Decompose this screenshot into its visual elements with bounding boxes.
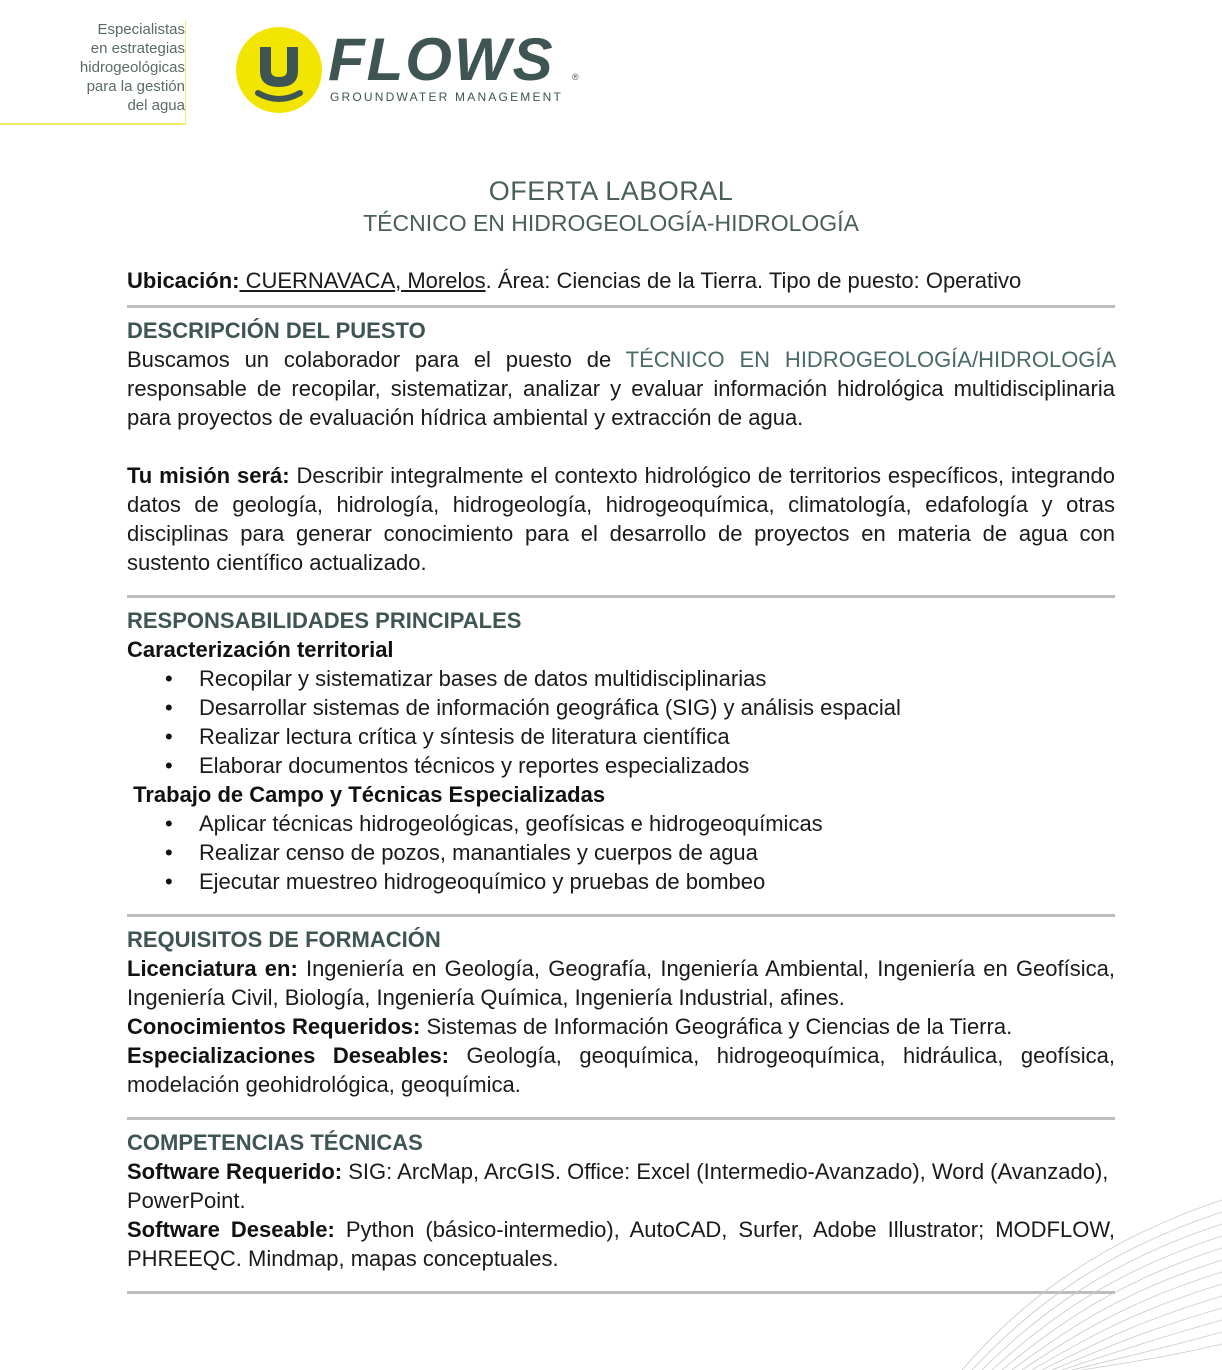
- tagline-line: Especialistas: [97, 21, 185, 38]
- software-desired-label: Software Deseable:: [127, 1217, 335, 1242]
- role-name: TÉCNICO EN HIDROGEOLOGÍA/HIDROLOGÍA: [625, 347, 1115, 372]
- list-item: • Recopilar y sistematizar bases de datos multidisciplinarias: [165, 664, 1115, 693]
- degree-label: Licenciatura en:: [127, 956, 298, 981]
- document-body: [127, 266, 1115, 1294]
- specializations-paragraph: [127, 1041, 1115, 1099]
- location-label: Ubicación:: [127, 268, 240, 293]
- subheading-territorial: Caracterización territorial: [127, 637, 394, 662]
- tagline-line: hidrogeológicas: [79, 59, 185, 76]
- knowledge-paragraph: [127, 1012, 1115, 1041]
- specializations-text: Geología, geoquímica, hidrogeoquímica, hidráulica, geofísica, modelación geohidrológica, geoquímica.: [127, 1043, 1115, 1097]
- location-line: [127, 266, 1115, 295]
- specializations-label: Especializaciones Deseables:: [127, 1043, 450, 1068]
- software-required-label: Software Requerido:: [127, 1159, 343, 1184]
- logo-registered: ®: [572, 72, 579, 82]
- list-item: • Realizar lectura crítica y síntesis de literatura científica: [165, 722, 1115, 751]
- responsibilities-list-1: [127, 664, 1115, 780]
- tagline-line: del agua: [127, 97, 185, 114]
- list-item: • Desarrollar sistemas de información geográfica (SIG) y análisis espacial: [165, 693, 1115, 722]
- mission-label: Tu misión será:: [127, 463, 290, 488]
- location-city: CUERNAVACA, Morelos: [239, 268, 486, 293]
- knowledge-label: Conocimientos Requeridos:: [127, 1014, 421, 1039]
- list-item: • Elaborar documentos técnicos y reportes especializados: [165, 751, 1115, 780]
- tagline: [0, 20, 186, 125]
- responsibilities-list-2: [127, 809, 1115, 896]
- subheading-fieldwork: Trabajo de Campo y Técnicas Especializadas: [127, 782, 606, 807]
- description-text-cont: responsable de recopilar, sistematizar, analizar y evaluar información hidrológica multidisciplinaria para proyectos de evaluación hídrica ambiental y extracción de agua.: [127, 376, 1115, 430]
- degree-paragraph: [127, 954, 1115, 1012]
- software-desired-text: Python (básico-intermedio), AutoCAD, Surfer, Adobe Illustrator; MODFLOW, PHREEQC. Mindmap, mapas conceptuales.: [127, 1217, 1115, 1271]
- section-heading-competencies: COMPETENCIAS TÉCNICAS: [127, 1130, 423, 1155]
- page-subtitle: TÉCNICO EN HIDROGEOLOGÍA-HIDROLOGÍA: [363, 210, 859, 236]
- page-title: OFERTA LABORAL: [488, 176, 734, 206]
- decorative-wave-graphic: [942, 1180, 1222, 1370]
- description-paragraph: [127, 345, 1115, 432]
- mission-paragraph: [127, 461, 1115, 577]
- tagline-line: en estrategias: [90, 40, 185, 57]
- software-required-text: SIG: ArcMap, ArcGIS. Office: Excel (Intermedio-Avanzado), Word (Avanzado), PowerPoint.: [127, 1159, 1109, 1213]
- location-rest: . Área: Ciencias de la Tierra. Tipo de puesto: Operativo: [485, 268, 1022, 293]
- list-item: • Realizar censo de pozos, manantiales y cuerpos de agua: [165, 838, 1115, 867]
- section-heading-requirements: REQUISITOS DE FORMACIÓN: [127, 927, 441, 952]
- knowledge-text: Sistemas de Información Geográfica y Ciencias de la Tierra.: [420, 1014, 1013, 1039]
- section-heading-description: DESCRIPCIÓN DEL PUESTO: [127, 318, 426, 343]
- mission-text: Describir integralmente el contexto hidrológico de territorios específicos, integrando datos de geología, hidrología, hidrogeología, hidrogeoquímica, climatología, edafología y otras disciplinas para generar conocimiento para el desarrollo de proyectos en materia de agua con sustento científico actualizado.: [127, 463, 1115, 575]
- logo-mark: [236, 27, 322, 113]
- list-item: • Ejecutar muestreo hidrogeoquímico y pruebas de bombeo: [165, 867, 1115, 896]
- logo-wordmark: FLOWS: [328, 26, 555, 93]
- list-item: • Aplicar técnicas hidrogeológicas, geofísicas e hidrogeoquímicas: [165, 809, 1115, 838]
- tagline-line: para la gestión: [86, 78, 185, 95]
- section-heading-responsibilities: RESPONSABILIDADES PRINCIPALES: [127, 608, 522, 633]
- description-text: Buscamos un colaborador para el puesto de: [127, 347, 626, 372]
- degree-text: Ingeniería en Geología, Geografía, Ingeniería Ambiental, Ingeniería en Geofísica, Ingeniería Civil, Biología, Ingeniería Química, Ingeniería Industrial, afines.: [127, 956, 1115, 1010]
- logo-subtitle: GROUNDWATER MANAGEMENT: [330, 90, 564, 104]
- logo-u-icon: [236, 27, 322, 113]
